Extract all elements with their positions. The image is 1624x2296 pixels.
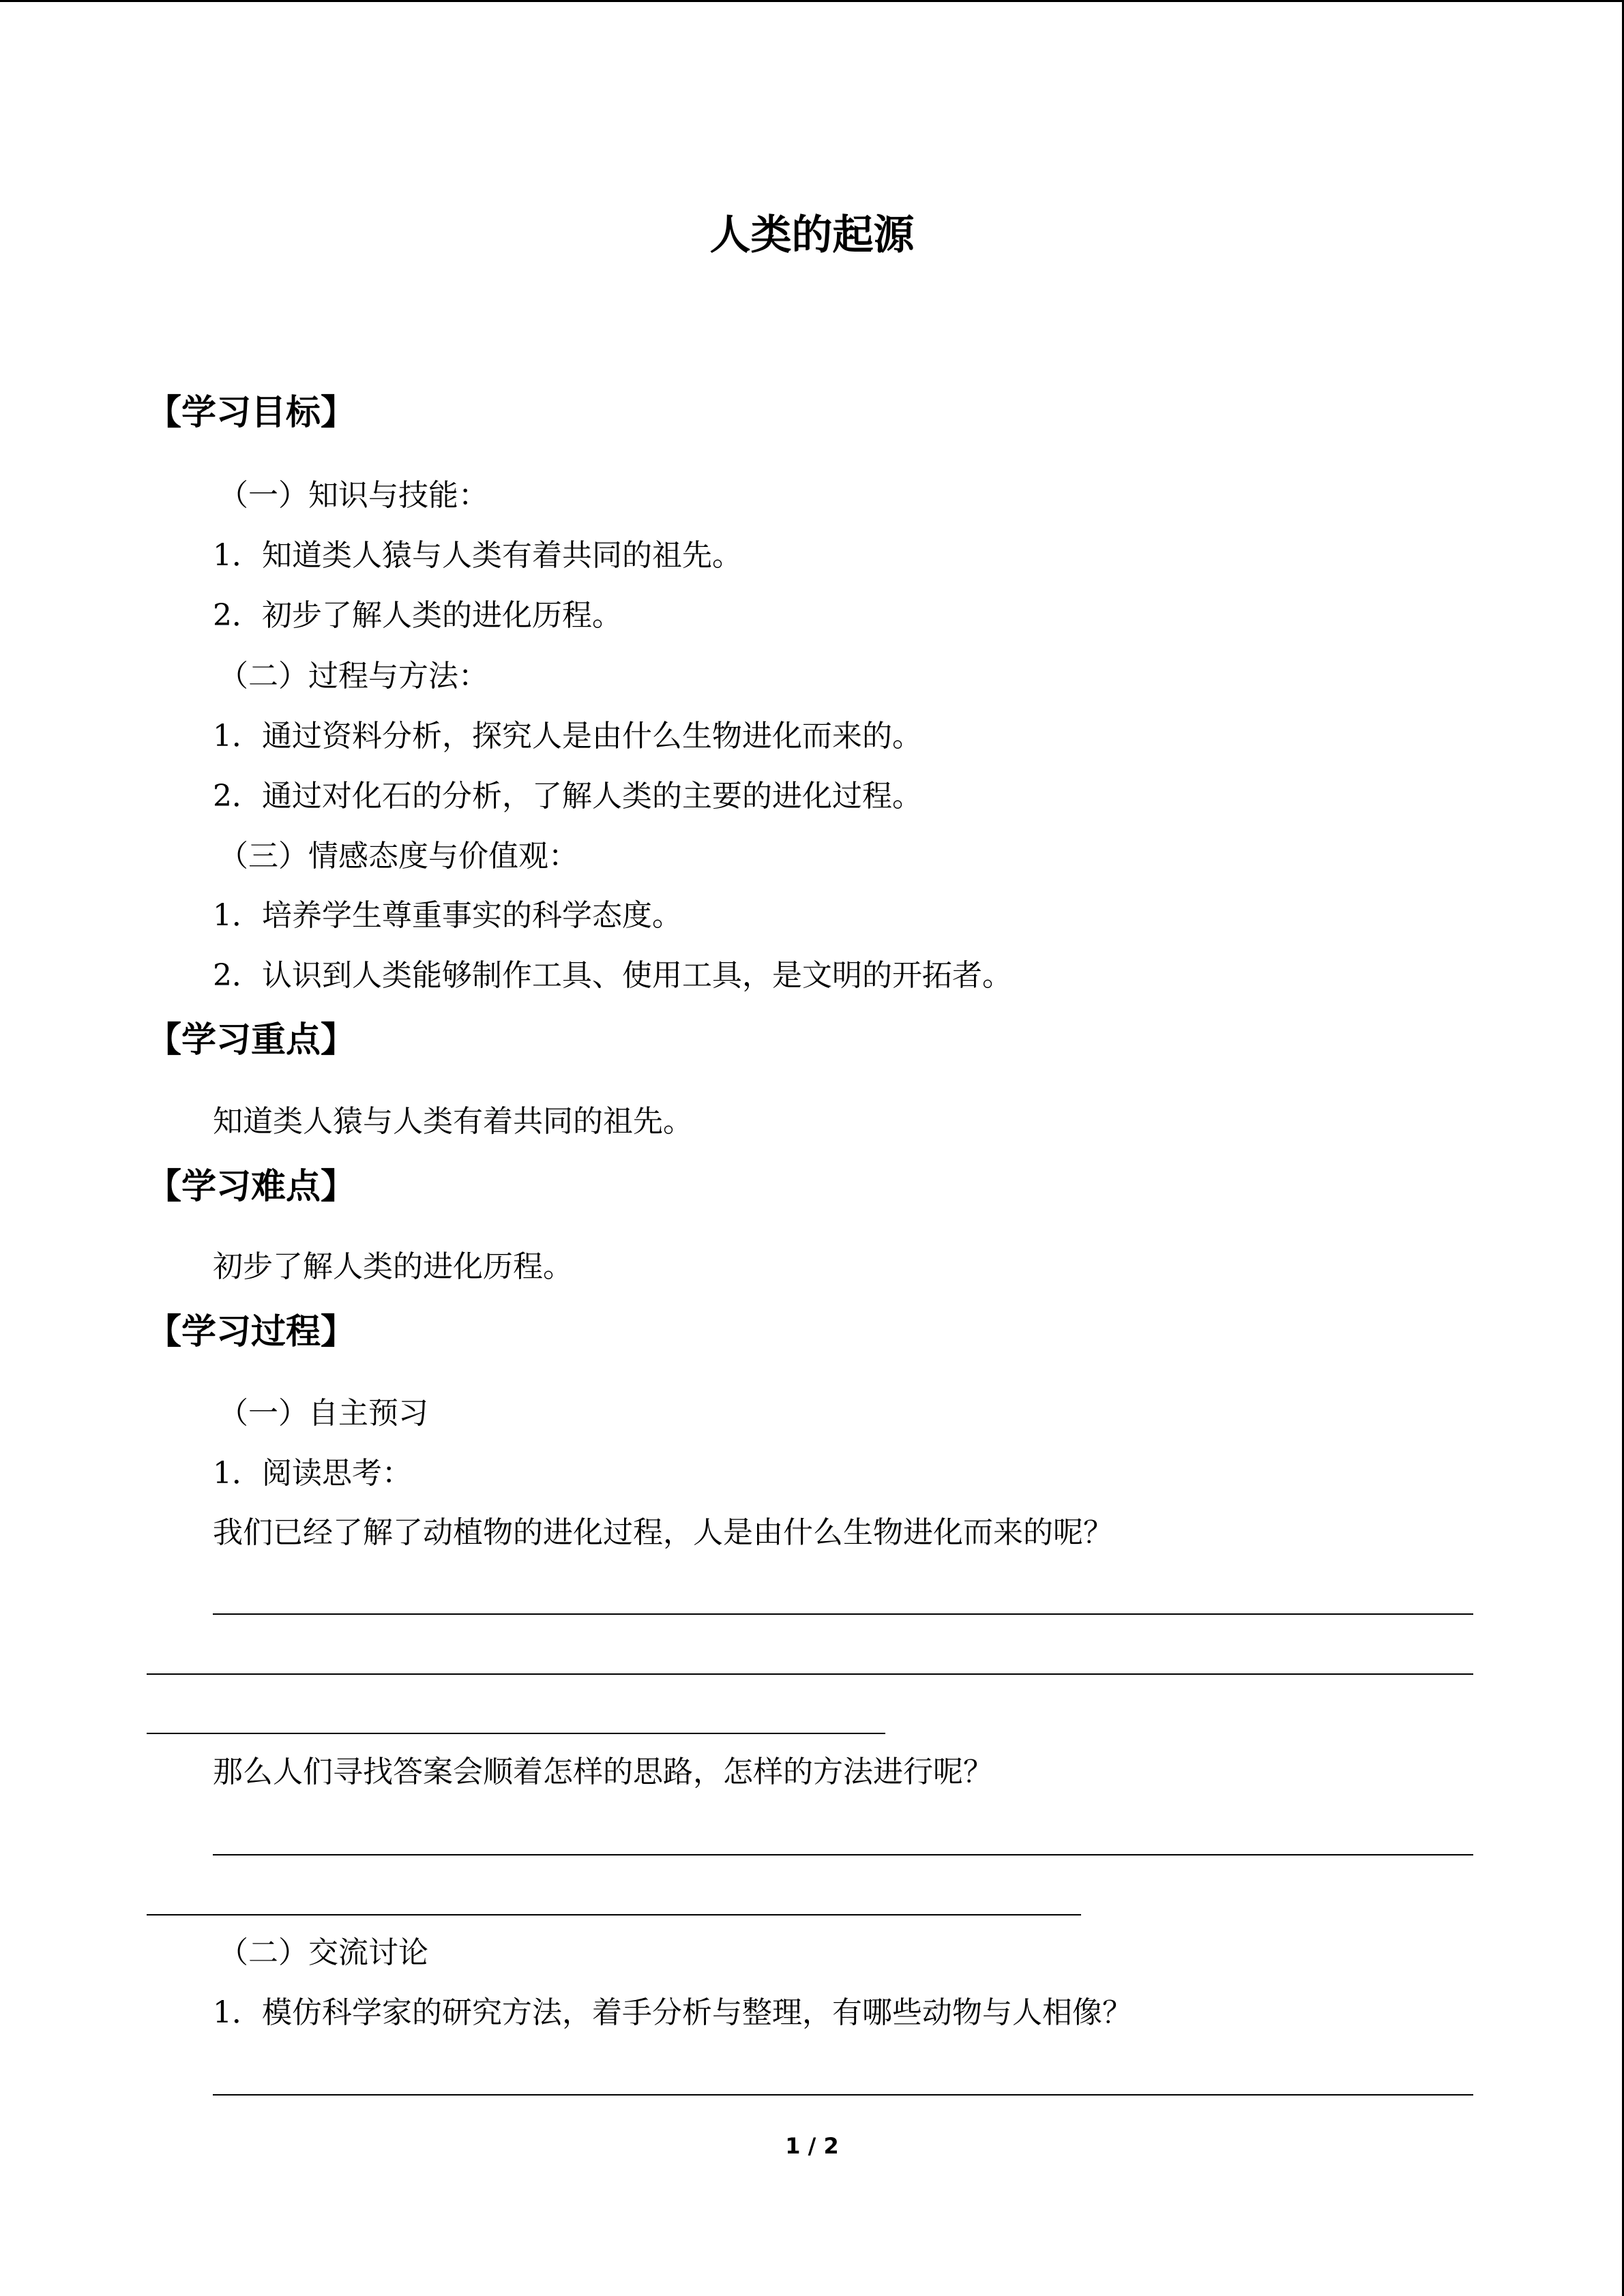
- answer-line[interactable]: [147, 1733, 885, 1734]
- objective-line: 1．通过资料分析，探究人是由什么生物进化而来的。: [213, 719, 922, 754]
- answer-line[interactable]: [147, 1673, 1473, 1675]
- objective-line: （二）过程与方法：: [218, 659, 488, 694]
- process-heading: 【学习过程】: [147, 1311, 356, 1352]
- self-study-label: （一）自主预习: [218, 1396, 428, 1431]
- difficulties-heading: 【学习难点】: [147, 1166, 356, 1207]
- objective-line: （一）知识与技能：: [218, 478, 488, 513]
- document-title: 人类的起源: [709, 211, 915, 259]
- objective-line: （三）情感态度与价值观：: [218, 839, 578, 874]
- difficulties-text: 初步了解人类的进化历程。: [213, 1249, 573, 1284]
- objective-line: 1．培养学生尊重事实的科学态度。: [213, 898, 682, 933]
- objective-line: 2．认识到人类能够制作工具、使用工具，是文明的开拓者。: [213, 958, 1012, 993]
- self-study-question: 我们已经了解了动植物的进化过程，人是由什么生物进化而来的呢？: [213, 1515, 1113, 1550]
- discussion-label: （二）交流讨论: [218, 1935, 428, 1970]
- answer-line[interactable]: [147, 1914, 1081, 1915]
- answer-line[interactable]: [213, 2094, 1473, 2096]
- objectives-heading: 【学习目标】: [147, 392, 356, 433]
- objective-line: 1．知道类人猿与人类有着共同的祖先。: [213, 538, 742, 573]
- discussion-item: 1．模仿科学家的研究方法，着手分析与整理，有哪些动物与人相像？: [213, 1995, 1132, 2030]
- key-points-text: 知道类人猿与人类有着共同的祖先。: [213, 1104, 693, 1139]
- page-number: 1 / 2: [785, 2133, 839, 2159]
- objective-line: 2．通过对化石的分析，了解人类的主要的进化过程。: [213, 779, 922, 814]
- self-study-item: 1．阅读思考：: [213, 1456, 412, 1491]
- page-border-top: [0, 0, 1624, 2]
- answer-line[interactable]: [213, 1854, 1473, 1855]
- objective-line: 2．初步了解人类的进化历程。: [213, 598, 622, 633]
- key-points-heading: 【学习重点】: [147, 1019, 356, 1060]
- answer-line[interactable]: [213, 1613, 1473, 1615]
- self-study-question: 那么人们寻找答案会顺着怎样的思路，怎样的方法进行呢？: [213, 1755, 993, 1789]
